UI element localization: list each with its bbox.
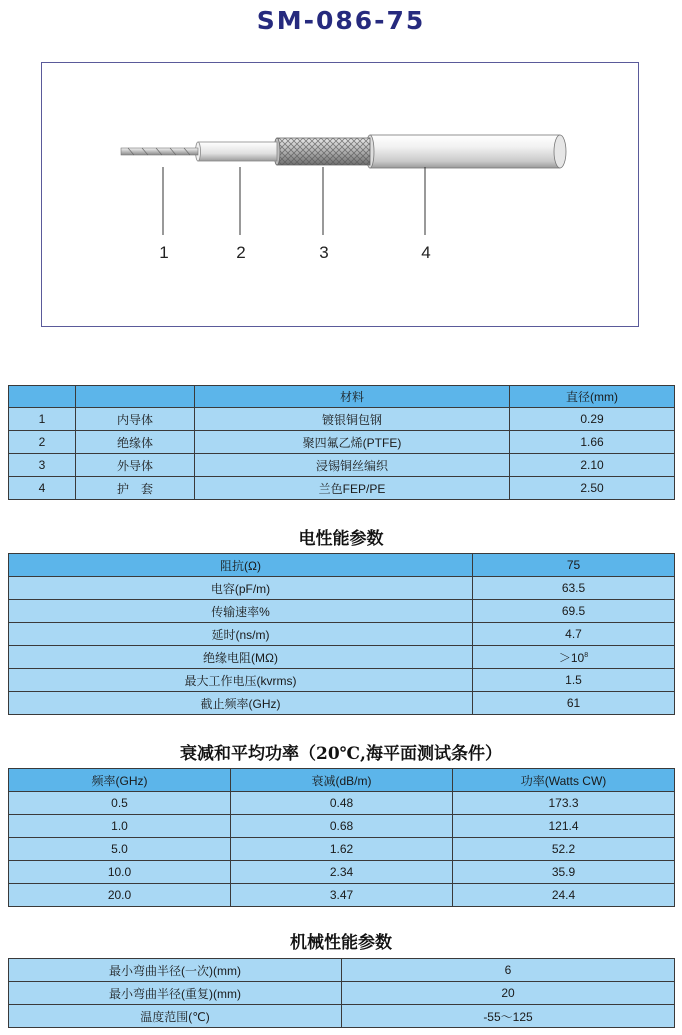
table-row	[9, 669, 675, 692]
header-cell	[9, 386, 76, 408]
header-cell	[76, 386, 195, 408]
row-number: 3	[9, 454, 76, 477]
header-attenuation: 衰减(dB/m)	[231, 769, 453, 792]
param-name: 温度范围(℃)	[9, 1005, 342, 1028]
table-row	[9, 454, 675, 477]
frequency-value: 1.0	[9, 815, 231, 838]
braid-segment	[274, 138, 370, 165]
param-name: 延时(ns/m)	[9, 623, 473, 646]
param-name: 阻抗(Ω)	[9, 554, 473, 577]
param-name: 绝缘电阻(MΩ)	[9, 646, 473, 669]
part-name: 内导体	[76, 408, 195, 431]
electrical-table	[8, 553, 675, 715]
table-row	[9, 838, 675, 861]
inner-conductor-segment	[121, 148, 198, 155]
power-value: 24.4	[453, 884, 675, 907]
attenuation-table	[8, 768, 675, 907]
value-exponent: 8	[584, 651, 589, 659]
header-material: 材料	[195, 386, 510, 408]
power-value: 173.3	[453, 792, 675, 815]
param-name: 传输速率%	[9, 600, 473, 623]
callout-2: 2	[236, 243, 246, 262]
attenuation-value: 3.47	[231, 884, 453, 907]
table-row	[9, 1005, 675, 1028]
cable-diagram	[41, 62, 639, 327]
diameter-value: 0.29	[510, 408, 675, 431]
callout-1: 1	[159, 243, 169, 262]
attenuation-header-row	[9, 769, 675, 792]
dielectric-segment	[196, 142, 278, 161]
table-row	[9, 477, 675, 500]
header-frequency: 频率(GHz)	[9, 769, 231, 792]
param-value: 1.5	[473, 669, 675, 692]
table-row	[9, 431, 675, 454]
frequency-value: 10.0	[9, 861, 231, 884]
param-value: 6	[342, 959, 675, 982]
param-name: 最大工作电压(kvrms)	[9, 669, 473, 692]
param-name: 最小弯曲半径(重复)(mm)	[9, 982, 342, 1005]
callout-3: 3	[319, 243, 329, 262]
materials-table	[8, 385, 675, 500]
diameter-value: 1.66	[510, 431, 675, 454]
attenuation-value: 2.34	[231, 861, 453, 884]
header-diameter: 直径(mm)	[510, 386, 675, 408]
table-row	[9, 815, 675, 838]
table-row	[9, 792, 675, 815]
table-row	[9, 982, 675, 1005]
materials-header-row	[9, 386, 675, 408]
frequency-value: 5.0	[9, 838, 231, 861]
part-name: 外导体	[76, 454, 195, 477]
table-row	[9, 408, 675, 431]
material-value: 兰色FEP/PE	[195, 477, 510, 500]
table-row	[9, 884, 675, 907]
param-value	[473, 646, 675, 669]
page-title: SM-086-75	[256, 6, 426, 35]
param-value: 75	[473, 554, 675, 577]
cable-illustration	[42, 63, 640, 328]
electrical-section-title: 电性能参数	[298, 529, 384, 549]
header-power: 功率(Watts CW)	[453, 769, 675, 792]
jacket-segment	[366, 135, 566, 168]
power-value: 52.2	[453, 838, 675, 861]
part-name: 护 套	[76, 477, 195, 500]
material-value: 浸锡铜丝编织	[195, 454, 510, 477]
mechanical-table	[8, 958, 675, 1028]
mechanical-section-title: 机械性能参数	[290, 933, 392, 953]
table-row	[9, 861, 675, 884]
param-value: -55～125	[342, 1005, 675, 1028]
attenuation-value: 1.62	[231, 838, 453, 861]
row-number: 1	[9, 408, 76, 431]
power-value: 35.9	[453, 861, 675, 884]
row-number: 2	[9, 431, 76, 454]
table-row	[9, 554, 675, 577]
diameter-value: 2.10	[510, 454, 675, 477]
param-value: 20	[342, 982, 675, 1005]
material-value: 聚四氟乙烯(PTFE)	[195, 431, 510, 454]
callout-4: 4	[421, 243, 431, 262]
param-value: 69.5	[473, 600, 675, 623]
value-text: ＞10	[558, 650, 585, 665]
param-value: 61	[473, 692, 675, 715]
table-row	[9, 577, 675, 600]
row-number: 4	[9, 477, 76, 500]
attenuation-value: 0.48	[231, 792, 453, 815]
param-value: 4.7	[473, 623, 675, 646]
param-value: 63.5	[473, 577, 675, 600]
table-row	[9, 959, 675, 982]
param-name: 截止频率(GHz)	[9, 692, 473, 715]
param-name: 最小弯曲半径(一次)(mm)	[9, 959, 342, 982]
table-row	[9, 646, 675, 669]
param-name: 电容(pF/m)	[9, 577, 473, 600]
table-row	[9, 623, 675, 646]
part-name: 绝缘体	[76, 431, 195, 454]
diameter-value: 2.50	[510, 477, 675, 500]
power-value: 121.4	[453, 815, 675, 838]
attenuation-value: 0.68	[231, 815, 453, 838]
frequency-value: 0.5	[9, 792, 231, 815]
frequency-value: 20.0	[9, 884, 231, 907]
attenuation-section-title: 衰减和平均功率（20℃,海平面测试条件）	[180, 744, 502, 764]
table-row	[9, 692, 675, 715]
material-value: 镀银铜包钢	[195, 408, 510, 431]
table-row	[9, 600, 675, 623]
